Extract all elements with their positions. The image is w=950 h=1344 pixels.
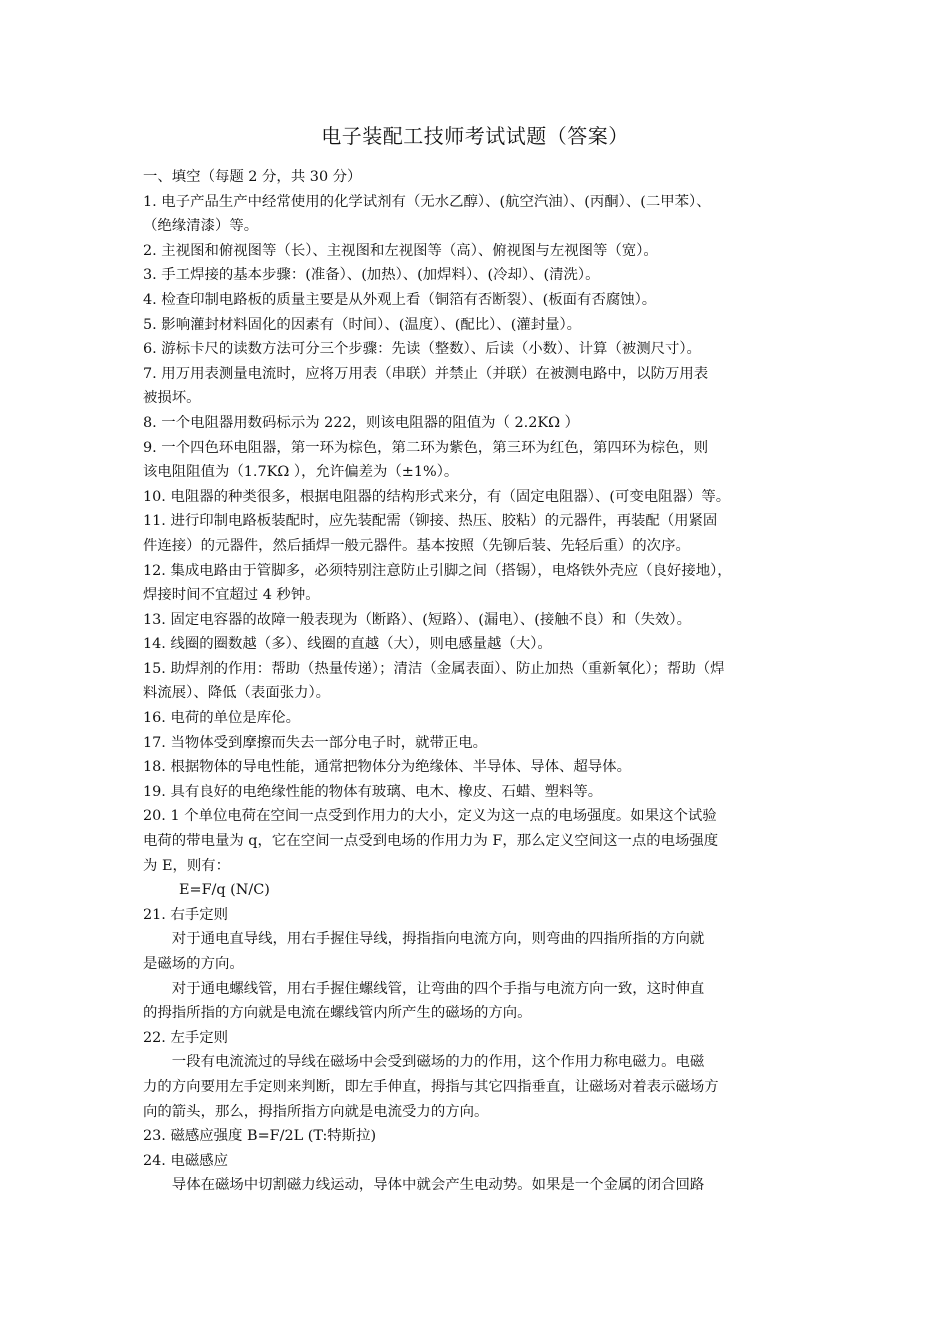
text-line: 24. 电磁感应 <box>143 1152 229 1169</box>
text-line: 为 E，则有： <box>143 857 231 874</box>
text-line: 5. 影响灌封材料固化的因素有（时间）、(温度）、(配比）、(灌封量）。 <box>143 316 582 333</box>
text-line: 20. 1 个单位电荷在空间一点受到作用力的大小，定义为这一点的电场强度。如果这个试验 <box>143 808 717 825</box>
text-line: 19. 具有良好的电绝缘性能的物体有玻璃、电木、橡皮、石蜡、塑料等。 <box>143 783 603 800</box>
text-line: 13. 固定电容器的故障一般表现为（断路）、(短路）、(漏电）、(接触不良）和（失效）。 <box>143 611 691 628</box>
text-line: 16. 电荷的单位是库伦。 <box>143 710 300 727</box>
text-line: 17. 当物体受到摩擦而失去一部分电子时，就带正电。 <box>143 734 488 751</box>
text-line: 10. 电阻器的种类很多，根据电阻器的结构形式来分，有（固定电阻器）、(可变电阻器）等。 <box>143 488 731 505</box>
text-line: 力的方向要用左手定则来判断，即左手伸直，拇指与其它四指垂直，让磁场对着表示磁场方 <box>143 1078 719 1095</box>
text-line: 15. 助焊剂的作用：帮助（热量传递）；清洁（金属表面）、防止加热（重新氧化）；帮助（焊 <box>143 660 725 677</box>
text-line: 7. 用万用表测量电流时，应将万用表（串联）并禁止（并联）在被测电路中，以防万用表 <box>143 365 709 382</box>
text-line: 一段有电流流过的导线在磁场中会受到磁场的力的作用，这个作用力称电磁力。电磁 <box>171 1054 705 1071</box>
text-line: 18. 根据物体的导电性能，通常把物体分为绝缘体、半导体、导体、超导体。 <box>143 759 631 776</box>
text-line: 料流展）、降低（表面张力）。 <box>143 685 331 702</box>
text-line: 一、填空（每题 2 分，共 30 分） <box>143 169 362 185</box>
text-line: 8. 一个电阻器用数码标示为 222，则该电阻器的阻值为（ 2.2KΩ ） <box>143 414 580 431</box>
text-line: 是磁场的方向。 <box>143 956 244 972</box>
text-line: 的拇指所指的方向就是电流在螺线管内所产生的磁场的方向。 <box>143 1005 532 1022</box>
text-line: 2. 主视图和俯视图等（长）、主视图和左视图等（高）、俯视图与左视图等（宽）。 <box>143 242 658 259</box>
text-line: 14. 线圈的圈数越（多）、线圈的直越（大），则电感量越（大）。 <box>143 636 552 653</box>
text-line: 3. 手工焊接的基本步骤：(准备）、(加热）、(加焊料）、(冷却）、(清洗）。 <box>143 267 600 284</box>
page-title: 电子装配工技师考试试题（答案） <box>321 124 629 148</box>
text-line: 对于通电直导线，用右手握住导线，拇指指向电流方向，则弯曲的四指所指的方向就 <box>171 931 705 948</box>
text-line: 被损坏。 <box>143 390 201 407</box>
text-line: 1. 电子产品生产中经常使用的化学试剂有（无水乙醇）、(航空汽油）、(丙酮）、(二甲苯）、 <box>143 193 711 210</box>
text-line: 对于通电螺线管，用右手握住螺线管，让弯曲的四个手指与电流方向一致，这时伸直 <box>171 980 705 997</box>
text-line: （绝缘清漆）等。 <box>143 218 259 235</box>
text-line: 件连接）的元器件，然后插焊一般元器件。基本按照（先铆后装、先轻后重）的次序。 <box>143 537 690 554</box>
text-line: 焊接时间不宜超过 4 秒钟。 <box>143 587 320 604</box>
text-line: 该电阻阻值为（1.7KΩ ），允许偏差为（±1%）。 <box>143 464 459 481</box>
text-line: 11. 进行印制电路板装配时，应先装配需（铆接、热压、胶粘）的元器件，再装配（用紧固 <box>143 513 718 530</box>
text-line: 导体在磁场中切割磁力线运动，导体中就会产生电动势。如果是一个金属的闭合回路 <box>171 1177 705 1194</box>
document-body <box>143 165 810 1198</box>
text-line: 21. 右手定则 <box>143 906 229 923</box>
text-line: 向的箭头，那么，拇指所指方向就是电流受力的方向。 <box>143 1103 489 1120</box>
text-line: 电荷的带电量为 q，它在空间一点受到电场的作用力为 F，那么定义空间这一点的电场强度 <box>143 833 719 850</box>
text-line: 4. 检查印制电路板的质量主要是从外观上看（铜箔有否断裂）、(板面有否腐蚀）。 <box>143 291 657 308</box>
text-line: 22. 左手定则 <box>143 1029 229 1046</box>
text-line: 6. 游标卡尺的读数方法可分三个步骤：先读（整数）、后读（小数）、计算（被测尺寸）。 <box>143 341 701 358</box>
text-line: 12. 集成电路由于管脚多，必须特别注意防止引脚之间（搭锡），电烙铁外壳应（良好接地）， <box>143 562 732 579</box>
text-line: 9. 一个四色环电阻器，第一环为棕色，第二环为紫色，第三环为红色，第四环为棕色，则 <box>143 439 709 456</box>
text-line: 23. 磁感应强度 B=F/2L (T:特斯拉) <box>143 1128 377 1145</box>
formula-line: E=F/q (N/C) <box>179 882 270 899</box>
